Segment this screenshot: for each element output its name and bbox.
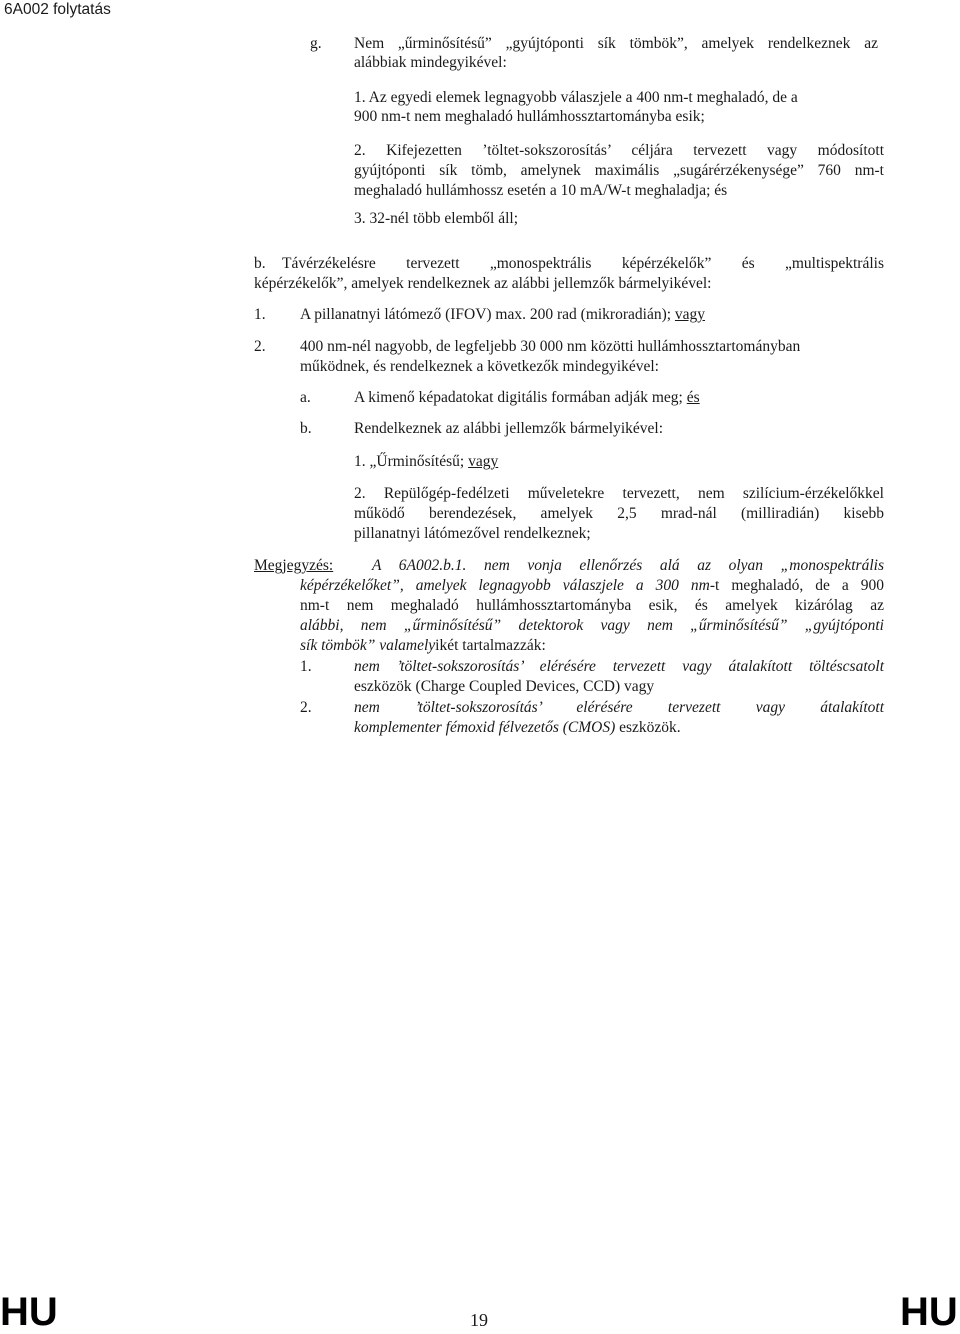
section-b-item1 (300, 305, 705, 325)
note-item1-line1: nem ’töltet-sokszorosítás’ elérésére tervezett vagy átalakított töltéscsatolt (354, 658, 884, 675)
note-line1: A 6A002.b.1. nem vonja ellenőrzés alá az olyan „monospektrális (372, 557, 884, 574)
section-b-sub-b-text: Rendelkeznek az alábbi jellemzők bármelyikével: (354, 420, 664, 437)
note-line5-italic: sík tömbök” valamely (300, 637, 436, 654)
section-b-intro-line2: képérzékelők”, amelyek rendelkeznek az alábbi jellemzők bármelyikével: (254, 275, 712, 292)
note-line2 (300, 576, 884, 596)
section-g-item1-line2: 900 nm-t nem meghaladó hullámhossztartományba esik; (354, 108, 705, 125)
note-line4: alábbi, nem „űrminősítésű” detektorok vagy nem „űrminősítésű” „gyújtóponti (300, 617, 884, 634)
section-g-item1-line1: 1. Az egyedi elemek legnagyobb válaszjele a 400 nm-t meghaladó, de a (354, 89, 798, 106)
section-g-item3: 3. 32-nél több elemből áll; (354, 210, 519, 227)
note-line3: nm-t nem meghaladó hullámhossztartományba esik, és amelyek kizárólag az (300, 597, 884, 614)
section-b-sub-a (354, 388, 700, 408)
section-g-intro-line2: alábbiak mindegyikével: (354, 54, 507, 71)
section-b-sub-a-conjunction: és (686, 389, 700, 406)
note-line5-regular: ikét tartalmazzák: (435, 637, 546, 654)
section-b-sub-b-label: b. (300, 420, 312, 437)
section-b-intro-line1: Távérzékelésre tervezett „monospektrális képérzékelők” és „multispektrális (282, 255, 884, 272)
footer-language-right: HU (900, 1290, 958, 1334)
section-b-sub-b1 (354, 452, 498, 472)
section-b-sub-a-text: A kimenő képadatokat digitális formában adják meg; (354, 389, 683, 406)
section-g-item2-line1: 2. Kifejezetten ’töltet-sokszorosítás’ céljára tervezett vagy módosított (354, 142, 884, 159)
section-b-item2-number: 2. (254, 338, 266, 355)
section-b-item1-number: 1. (254, 306, 266, 323)
section-b-label: b. (254, 255, 266, 272)
note-item1-line2: eszközök (Charge Coupled Devices, CCD) vagy (354, 678, 655, 695)
note-label: Megjegyzés: (254, 557, 334, 574)
section-g-intro-line1: Nem „űrminősítésű” „gyújtóponti sík tömbök”, amelyek rendelkeznek az (354, 35, 878, 52)
note-item2-line1: nem ’töltet-sokszorosítás’ elérésére tervezett vagy átalakított (354, 699, 884, 716)
note-line5 (300, 636, 546, 656)
note-item2-line2 (354, 718, 681, 738)
note-item2-number: 2. (300, 699, 312, 716)
section-g-item2-line2: gyújtóponti sík tömb, amelynek maximális „sugárérzékenysége” 760 nm-t (354, 162, 884, 179)
section-b-sub-b2-line2: működő berendezések, amelyek 2,5 mrad-nál (milliradián) kisebb (354, 505, 884, 522)
section-b-sub-a-label: a. (300, 389, 311, 406)
note-item2-line2-regular: eszközök. (615, 719, 681, 736)
page-header: 6A002 folytatás (4, 1, 111, 18)
section-b-sub-b2-line3: pillanatnyi látómezővel rendelkeznek; (354, 525, 591, 542)
note-line2-regular: -t meghaladó, de a 900 (709, 577, 885, 594)
footer-language-left: HU (0, 1290, 58, 1334)
note-item2-line2-italic: komplementer fémoxid félvezetős (CMOS) (354, 719, 616, 736)
section-b-item2-line1: 400 nm-nél nagyobb, de legfeljebb 30 000 nm közötti hullámhossztartományban (300, 338, 801, 355)
section-b-sub-b1-conjunction: vagy (468, 453, 499, 470)
section-b-sub-b2-line1: 2. Repülőgép-fedélzeti műveletekre tervezett, nem szilícium-érzékelőkkel (354, 485, 884, 502)
section-b-item1-text: A pillanatnyi látómező (IFOV) max. 200 rad (mikroradián); (300, 306, 672, 323)
section-g-item2-line3: meghaladó hullámhossz esetén a 10 mA/W-t meghaladja; és (354, 182, 728, 199)
note-line2-italic: képérzékelőket”, amelyek legnagyobb válaszjele a 300 nm (300, 577, 710, 594)
section-b-item2-line2: működnek, és rendelkeznek a következők mindegyikével: (300, 358, 659, 375)
page-number: 19 (470, 1310, 488, 1330)
note-item1-number: 1. (300, 658, 312, 675)
section-b-sub-b1-text: 1. „Űrminősítésű; (354, 453, 465, 470)
section-b-item1-conjunction: vagy (674, 306, 706, 323)
section-g-label: g. (310, 35, 322, 52)
